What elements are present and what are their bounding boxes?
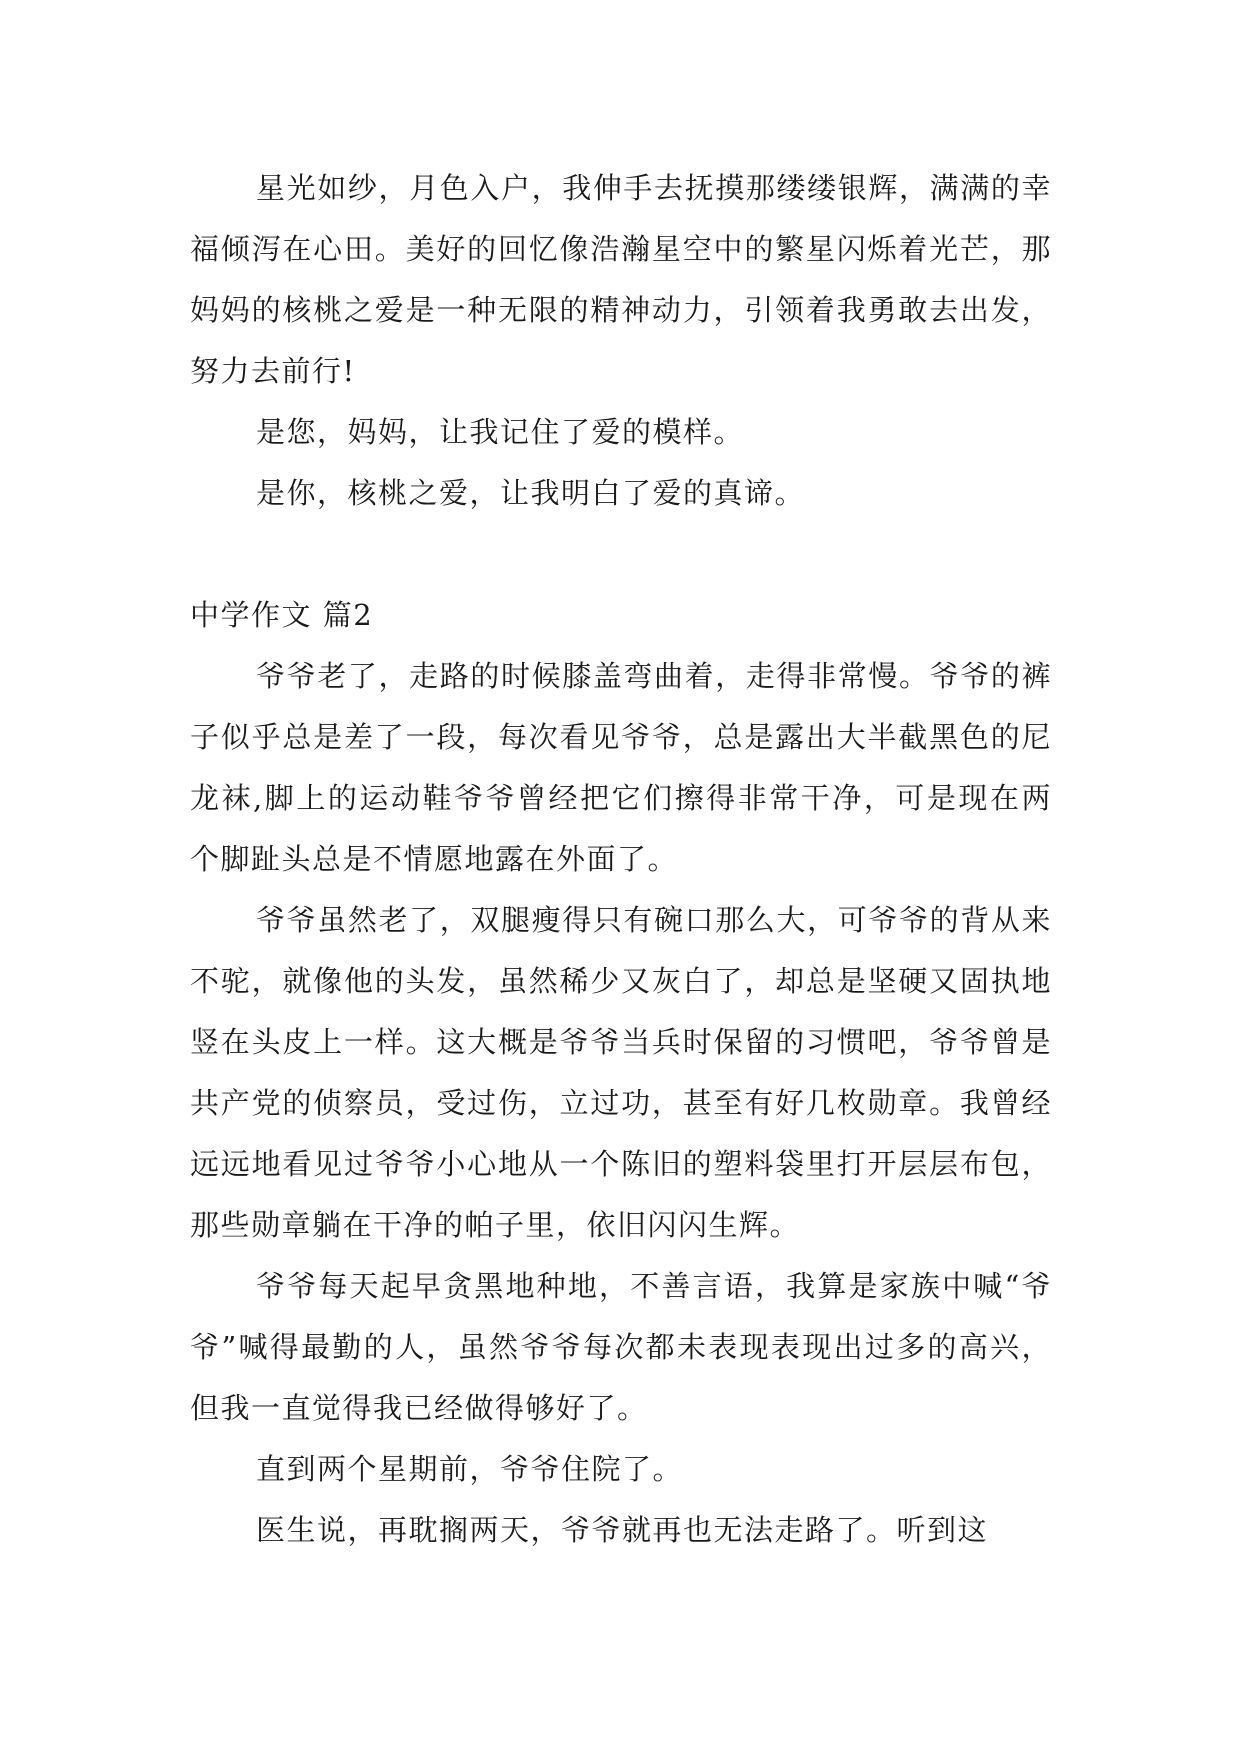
paragraph: 是您，妈妈，让我记住了爱的模样。 — [256, 415, 745, 449]
paragraph: 爷爷每天起早贪黑地种地，不善言语，我算是家族中喊“爷爷”喊得最勤的人，虽然爷爷每次都未表现表现出过多的高兴，但我一直觉得我已经做得够好了。 — [190, 1269, 1052, 1425]
paragraph: 直到两个星期前，爷爷住院了。 — [256, 1452, 684, 1486]
paragraph: 爷爷老了，走路的时候膝盖弯曲着，走得非常慢。爷爷的裤子似乎总是差了一段，每次看见爷爷，总是露出大半截黑色的尼龙袜,脚上的运动鞋爷爷曾经把它们擦得非常干净，可是现在两个脚趾头总是不情愿地露在外面了。 — [190, 659, 1052, 876]
section-spacer — [190, 524, 1052, 585]
document-body — [190, 158, 1052, 1561]
paragraph: 医生说，再耽搁两天，爷爷就再也无法走路了。听到这 — [256, 1513, 989, 1547]
section-heading: 中学作文 篇2 — [190, 598, 374, 632]
paragraph: 是你，核桃之爱，让我明白了爱的真谛。 — [256, 476, 806, 510]
paragraph: 星光如纱，月色入户，我伸手去抚摸那缕缕银辉，满满的幸福倾泻在心田。美好的回忆像浩瀚星空中的繁星闪烁着光芒，那妈妈的核桃之爱是一种无限的精神动力，引领着我勇敢去出发，努力去前行! — [190, 171, 1052, 388]
paragraph: 爷爷虽然老了，双腿瘦得只有碗口那么大，可爷爷的背从来不驼，就像他的头发，虽然稀少又灰白了，却总是坚硬又固执地竖在头皮上一样。这大概是爷爷当兵时保留的习惯吧，爷爷曾是共产党的侦察员，受过伤，立过功，甚至有好几枚勋章。我曾经远远地看见过爷爷小心地从一个陈旧的塑料袋里打开层层布包，那些勋章躺在干净的帕子里，依旧闪闪生辉。 — [190, 903, 1052, 1242]
